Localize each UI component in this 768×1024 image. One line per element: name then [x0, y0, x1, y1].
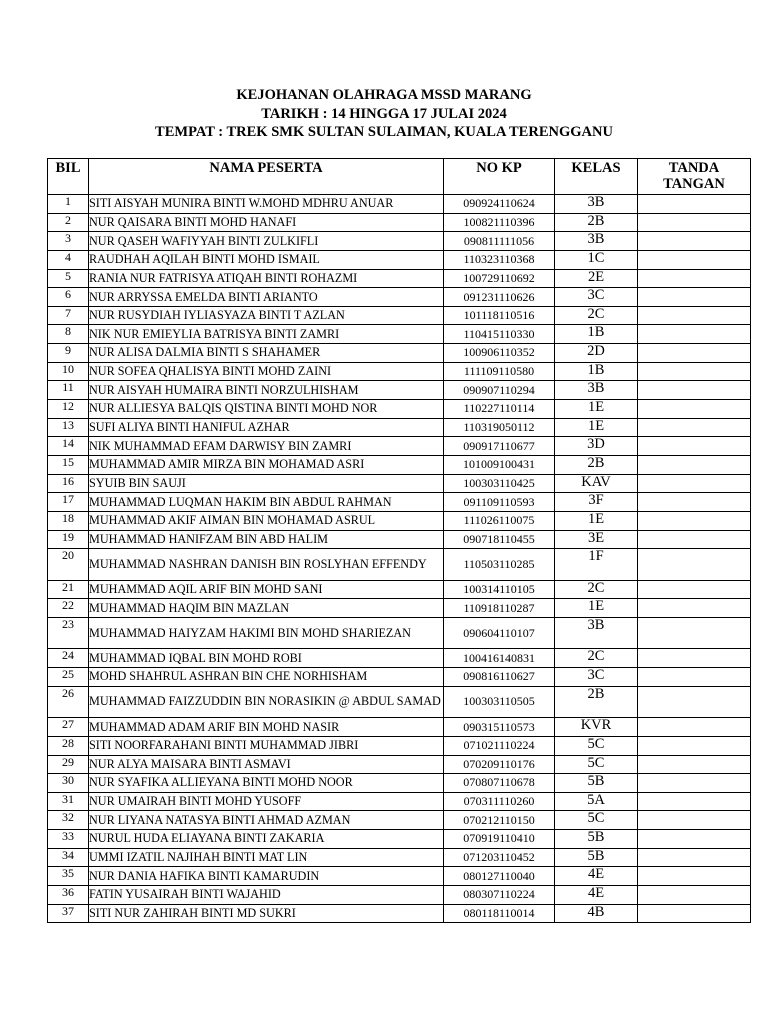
table-row: [48, 617, 751, 649]
signature-cell: [638, 580, 751, 599]
row-number: 24: [48, 649, 89, 668]
table-row: [48, 848, 751, 867]
table-row: [48, 344, 751, 363]
ic-number: 100303110425: [444, 474, 555, 493]
document-header: [0, 86, 768, 142]
class-code: 2C: [555, 580, 638, 599]
signature-cell: [638, 306, 751, 325]
class-code: 5C: [555, 811, 638, 830]
class-code: 1F: [555, 549, 638, 581]
participant-name: NUR SYAFIKA ALLIEYANA BINTI MOHD NOOR: [89, 774, 444, 793]
class-code: 2D: [555, 344, 638, 363]
table-row: [48, 325, 751, 344]
ic-number: 080127110040: [444, 867, 555, 886]
column-header-tanda: TANDA TANGAN: [638, 159, 751, 195]
row-number: 20: [48, 549, 89, 581]
row-number: 29: [48, 755, 89, 774]
signature-cell: [638, 381, 751, 400]
table-row: [48, 306, 751, 325]
row-number: 21: [48, 580, 89, 599]
ic-number: 090718110455: [444, 530, 555, 549]
ic-number: 110323110368: [444, 250, 555, 269]
participant-name: UMMI IZATIL NAJIHAH BINTI MAT LIN: [89, 848, 444, 867]
signature-cell: [638, 848, 751, 867]
table-row: [48, 232, 751, 251]
ic-number: 090604110107: [444, 617, 555, 649]
row-number: 34: [48, 848, 89, 867]
table-row: [48, 830, 751, 849]
row-number: 6: [48, 288, 89, 307]
row-number: 22: [48, 599, 89, 618]
ic-number: 100906110352: [444, 344, 555, 363]
row-number: 17: [48, 493, 89, 512]
ic-number: 110319050112: [444, 418, 555, 437]
table-row: [48, 649, 751, 668]
participant-name: MUHAMMAD HANIFZAM BIN ABD HALIM: [89, 530, 444, 549]
class-code: 4B: [555, 904, 638, 923]
row-number: 31: [48, 792, 89, 811]
table-header-row: [48, 159, 751, 195]
ic-number: 110227110114: [444, 400, 555, 419]
ic-number: 070807110678: [444, 774, 555, 793]
class-code: 3C: [555, 288, 638, 307]
table-row: [48, 511, 751, 530]
signature-cell: [638, 530, 751, 549]
row-number: 11: [48, 381, 89, 400]
signature-cell: [638, 549, 751, 581]
participant-name: RANIA NUR FATRISYA ATIQAH BINTI ROHAZMI: [89, 269, 444, 288]
event-venue: TEMPAT : TREK SMK SULTAN SULAIMAN, KUALA TERENGGANU: [155, 124, 613, 140]
table-row: [48, 269, 751, 288]
class-code: 3C: [555, 668, 638, 687]
table-row: [48, 381, 751, 400]
ic-number: 090811111056: [444, 232, 555, 251]
table-row: [48, 904, 751, 923]
column-header-kelas: KELAS: [555, 159, 638, 195]
row-number: 10: [48, 362, 89, 381]
signature-cell: [638, 400, 751, 419]
signature-cell: [638, 599, 751, 618]
signature-cell: [638, 474, 751, 493]
row-number: 15: [48, 455, 89, 474]
row-number: 18: [48, 511, 89, 530]
class-code: 1E: [555, 418, 638, 437]
row-number: 28: [48, 736, 89, 755]
participant-name: NUR DANIA HAFIKA BINTI KAMARUDIN: [89, 867, 444, 886]
class-code: 5C: [555, 755, 638, 774]
participant-name: SUFI ALIYA BINTI HANIFUL AZHAR: [89, 418, 444, 437]
signature-cell: [638, 362, 751, 381]
class-code: 4E: [555, 867, 638, 886]
signature-cell: [638, 232, 751, 251]
row-number: 35: [48, 867, 89, 886]
ic-number: 090917110677: [444, 437, 555, 456]
class-code: 2B: [555, 455, 638, 474]
participant-name: MUHAMMAD AQIL ARIF BIN MOHD SANI: [89, 580, 444, 599]
row-number: 30: [48, 774, 89, 793]
table-row: [48, 886, 751, 905]
participant-name: NUR QASEH WAFIYYAH BINTI ZULKIFLI: [89, 232, 444, 251]
participant-name: NUR LIYANA NATASYA BINTI AHMAD AZMAN: [89, 811, 444, 830]
signature-cell: [638, 811, 751, 830]
signature-cell: [638, 668, 751, 687]
table-row: [48, 736, 751, 755]
table-row: [48, 549, 751, 581]
ic-number: 111026110075: [444, 511, 555, 530]
signature-cell: [638, 792, 751, 811]
row-number: 12: [48, 400, 89, 419]
participant-name: MUHAMMAD AMIR MIRZA BIN MOHAMAD ASRI: [89, 455, 444, 474]
table-row: [48, 437, 751, 456]
table-row: [48, 362, 751, 381]
ic-number: 090816110627: [444, 668, 555, 687]
participant-name: NUR AISYAH HUMAIRA BINTI NORZULHISHAM: [89, 381, 444, 400]
ic-number: 070311110260: [444, 792, 555, 811]
signature-cell: [638, 904, 751, 923]
participant-name: NIK NUR EMIEYLIA BATRISYA BINTI ZAMRI: [89, 325, 444, 344]
class-code: 5B: [555, 774, 638, 793]
participant-name: MUHAMMAD LUQMAN HAKIM BIN ABDUL RAHMAN: [89, 493, 444, 512]
signature-cell: [638, 755, 751, 774]
participant-name: NUR ALLIESYA BALQIS QISTINA BINTI MOHD NOR: [89, 400, 444, 419]
signature-cell: [638, 288, 751, 307]
signature-cell: [638, 511, 751, 530]
table-row: [48, 288, 751, 307]
table-row: [48, 530, 751, 549]
signature-cell: [638, 269, 751, 288]
signature-cell: [638, 344, 751, 363]
row-number: 16: [48, 474, 89, 493]
ic-number: 091231110626: [444, 288, 555, 307]
table-row: [48, 718, 751, 737]
signature-cell: [638, 774, 751, 793]
table-row: [48, 474, 751, 493]
row-number: 8: [48, 325, 89, 344]
ic-number: 091109110593: [444, 493, 555, 512]
column-header-kp: NO KP: [444, 159, 555, 195]
participant-table: [47, 158, 751, 923]
row-number: 13: [48, 418, 89, 437]
signature-cell: [638, 213, 751, 232]
class-code: 2E: [555, 269, 638, 288]
class-code: 1B: [555, 362, 638, 381]
participant-name: NURUL HUDA ELIAYANA BINTI ZAKARIA: [89, 830, 444, 849]
signature-cell: [638, 325, 751, 344]
ic-number: 071203110452: [444, 848, 555, 867]
participant-name: MUHAMMAD ADAM ARIF BIN MOHD NASIR: [89, 718, 444, 737]
signature-cell: [638, 686, 751, 718]
ic-number: 100729110692: [444, 269, 555, 288]
class-code: 3F: [555, 493, 638, 512]
signature-cell: [638, 437, 751, 456]
ic-number: 110415110330: [444, 325, 555, 344]
ic-number: 100416140831: [444, 649, 555, 668]
table-row: [48, 250, 751, 269]
participant-name: MUHAMMAD HAQIM BIN MAZLAN: [89, 599, 444, 618]
table-row: [48, 418, 751, 437]
class-code: KAV: [555, 474, 638, 493]
table-row: [48, 455, 751, 474]
ic-number: 110918110287: [444, 599, 555, 618]
event-date: TARIKH : 14 HINGGA 17 JULAI 2024: [261, 105, 507, 122]
table-row: [48, 580, 751, 599]
signature-cell: [638, 718, 751, 737]
signature-cell: [638, 617, 751, 649]
signature-cell: [638, 830, 751, 849]
ic-number: 100314110105: [444, 580, 555, 599]
ic-number: 080118110014: [444, 904, 555, 923]
row-number: 19: [48, 530, 89, 549]
class-code: 2C: [555, 649, 638, 668]
table-row: [48, 774, 751, 793]
row-number: 37: [48, 904, 89, 923]
participant-name: NUR SOFEA QHALISYA BINTI MOHD ZAINI: [89, 362, 444, 381]
class-code: 3B: [555, 617, 638, 649]
class-code: 5C: [555, 736, 638, 755]
table-row: [48, 400, 751, 419]
column-header-nama: NAMA PESERTA: [89, 159, 444, 195]
table-row: [48, 755, 751, 774]
ic-number: 100821110396: [444, 213, 555, 232]
signature-cell: [638, 867, 751, 886]
table-row: [48, 493, 751, 512]
participant-name: SYUIB BIN SAUJI: [89, 474, 444, 493]
ic-number: 101009100431: [444, 455, 555, 474]
participant-name: MUHAMMAD HAIYZAM HAKIMI BIN MOHD SHARIEZAN: [89, 617, 444, 649]
class-code: 2B: [555, 686, 638, 718]
signature-cell: [638, 649, 751, 668]
participant-name: NIK MUHAMMAD EFAM DARWISY BIN ZAMRI: [89, 437, 444, 456]
class-code: 3D: [555, 437, 638, 456]
class-code: 5B: [555, 848, 638, 867]
participant-name: NUR ALYA MAISARA BINTI ASMAVI: [89, 755, 444, 774]
ic-number: 110503110285: [444, 549, 555, 581]
class-code: 1E: [555, 400, 638, 419]
class-code: 4E: [555, 886, 638, 905]
participant-name: SITI AISYAH MUNIRA BINTI W.MOHD MDHRU ANUAR: [89, 195, 444, 214]
row-number: 5: [48, 269, 89, 288]
row-number: 32: [48, 811, 89, 830]
ic-number: 090907110294: [444, 381, 555, 400]
row-number: 27: [48, 718, 89, 737]
participant-name: FATIN YUSAIRAH BINTI WAJAHID: [89, 886, 444, 905]
ic-number: 101118110516: [444, 306, 555, 325]
class-code: 1B: [555, 325, 638, 344]
participant-name: NUR RUSYDIAH IYLIASYAZA BINTI T AZLAN: [89, 306, 444, 325]
participant-name: MUHAMMAD AKIF AIMAN BIN MOHAMAD ASRUL: [89, 511, 444, 530]
table-row: [48, 213, 751, 232]
table-row: [48, 195, 751, 214]
class-code: 3B: [555, 232, 638, 251]
row-number: 2: [48, 213, 89, 232]
class-code: 2C: [555, 306, 638, 325]
table-row: [48, 686, 751, 718]
participant-name: SITI NUR ZAHIRAH BINTI MD SUKRI: [89, 904, 444, 923]
participant-name: MUHAMMAD IQBAL BIN MOHD ROBI: [89, 649, 444, 668]
class-code: 3B: [555, 195, 638, 214]
class-code: 1E: [555, 511, 638, 530]
ic-number: 070919110410: [444, 830, 555, 849]
class-code: 1C: [555, 250, 638, 269]
table-row: [48, 599, 751, 618]
class-code: 5A: [555, 792, 638, 811]
row-number: 25: [48, 668, 89, 687]
table-row: [48, 867, 751, 886]
ic-number: 100303110505: [444, 686, 555, 718]
signature-cell: [638, 195, 751, 214]
row-number: 3: [48, 232, 89, 251]
ic-number: 111109110580: [444, 362, 555, 381]
table-row: [48, 811, 751, 830]
event-title: KEJOHANAN OLAHRAGA MSSD MARANG: [236, 87, 532, 103]
ic-number: 070209110176: [444, 755, 555, 774]
class-code: 2B: [555, 213, 638, 232]
row-number: 14: [48, 437, 89, 456]
signature-cell: [638, 736, 751, 755]
ic-number: 090315110573: [444, 718, 555, 737]
participant-name: MUHAMMAD FAIZZUDDIN BIN NORASIKIN @ ABDUL SAMAD: [89, 686, 444, 718]
ic-number: 090924110624: [444, 195, 555, 214]
ic-number: 071021110224: [444, 736, 555, 755]
class-code: 3B: [555, 381, 638, 400]
signature-cell: [638, 250, 751, 269]
participant-name: NUR UMAIRAH BINTI MOHD YUSOFF: [89, 792, 444, 811]
ic-number: 070212110150: [444, 811, 555, 830]
column-header-bil: BIL: [48, 159, 89, 195]
signature-cell: [638, 418, 751, 437]
row-number: 33: [48, 830, 89, 849]
participant-name: RAUDHAH AQILAH BINTI MOHD ISMAIL: [89, 250, 444, 269]
table-row: [48, 792, 751, 811]
participant-name: NUR QAISARA BINTI MOHD HANAFI: [89, 213, 444, 232]
row-number: 26: [48, 686, 89, 718]
class-code: 1E: [555, 599, 638, 618]
signature-cell: [638, 493, 751, 512]
signature-cell: [638, 886, 751, 905]
table-body: [48, 195, 751, 923]
table-row: [48, 668, 751, 687]
signature-cell: [638, 455, 751, 474]
participant-name: MOHD SHAHRUL ASHRAN BIN CHE NORHISHAM: [89, 668, 444, 687]
participant-name: MUHAMMAD NASHRAN DANISH BIN ROSLYHAN EFFENDY: [89, 549, 444, 581]
row-number: 7: [48, 306, 89, 325]
participant-name: SITI NOORFARAHANI BINTI MUHAMMAD JIBRI: [89, 736, 444, 755]
participant-name: NUR ALISA DALMIA BINTI S SHAHAMER: [89, 344, 444, 363]
class-code: 5B: [555, 830, 638, 849]
class-code: 3E: [555, 530, 638, 549]
row-number: 4: [48, 250, 89, 269]
row-number: 9: [48, 344, 89, 363]
class-code: KVR: [555, 718, 638, 737]
row-number: 23: [48, 617, 89, 649]
row-number: 36: [48, 886, 89, 905]
row-number: 1: [48, 195, 89, 214]
participant-name: NUR ARRYSSA EMELDA BINTI ARIANTO: [89, 288, 444, 307]
ic-number: 080307110224: [444, 886, 555, 905]
